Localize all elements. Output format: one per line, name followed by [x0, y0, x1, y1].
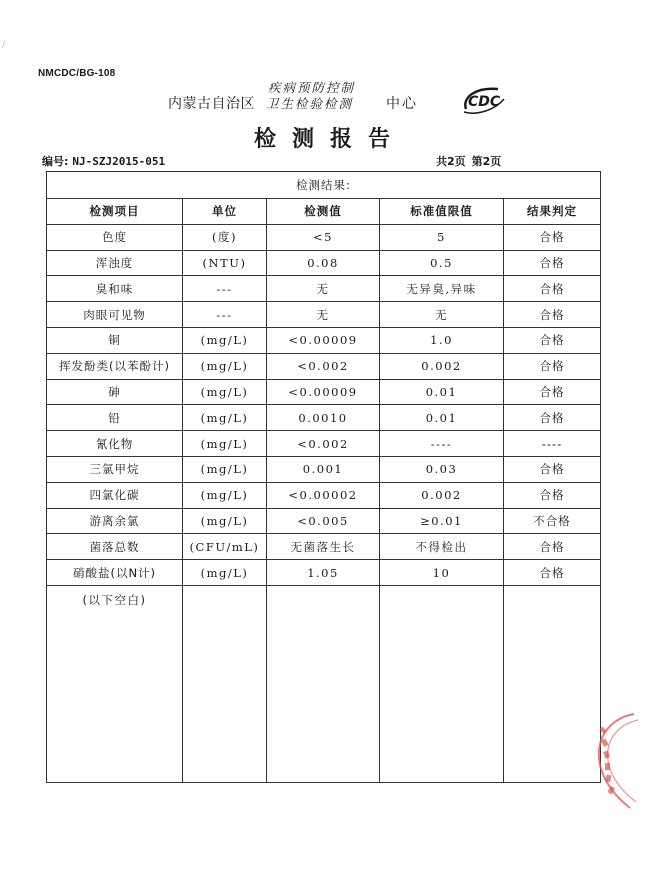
- measured-value-cell: <0.002: [267, 431, 380, 457]
- measured-value-cell: 0.08: [267, 250, 380, 276]
- verdict-cell: 合格: [504, 456, 601, 482]
- corner-mark: ∕: [2, 40, 6, 50]
- verdict-cell: 合格: [504, 327, 601, 353]
- report-number-value: NJ-SZJ2015-051: [72, 155, 166, 168]
- item-name-cell: 臭和味: [47, 276, 183, 302]
- verdict-cell: 合格: [504, 276, 601, 302]
- header-verdict: 结果判定: [504, 199, 601, 225]
- measured-value-cell: <0.00009: [267, 327, 380, 353]
- current-page: 第2页: [471, 155, 502, 168]
- empty-cell: [183, 585, 267, 782]
- org-line-1: 疾病预防控制: [268, 80, 356, 95]
- page-info: [436, 153, 507, 169]
- item-name-cell: 三氯甲烷: [47, 456, 183, 482]
- table-row: [47, 431, 601, 457]
- report-number: [42, 153, 165, 169]
- item-name-cell: 游离余氯: [47, 508, 183, 534]
- item-name-cell: 硝酸盐(以N计): [47, 560, 183, 586]
- item-name-cell: 四氯化碳: [47, 482, 183, 508]
- unit-cell: (NTU): [183, 250, 267, 276]
- table-caption: 检测结果:: [47, 172, 601, 199]
- item-name-cell: 铅: [47, 405, 183, 431]
- limit-value-cell: 无: [380, 302, 504, 328]
- table-row: [47, 353, 601, 379]
- document-code: NMCDC/BG-108: [38, 68, 116, 79]
- item-name-cell: 氰化物: [47, 431, 183, 457]
- organization-name: [168, 78, 468, 114]
- limit-value-cell: 0.01: [380, 405, 504, 431]
- unit-cell: (mg/L): [183, 431, 267, 457]
- logo-text: CDC: [468, 94, 501, 110]
- org-center: 中心: [386, 96, 418, 112]
- verdict-cell: 合格: [504, 250, 601, 276]
- item-name-cell: 铜: [47, 327, 183, 353]
- table-header-row: [47, 199, 601, 225]
- item-name-cell: 肉眼可见物: [47, 302, 183, 328]
- measured-value-cell: 1.05: [267, 560, 380, 586]
- table-row: [47, 276, 601, 302]
- unit-cell: (mg/L): [183, 560, 267, 586]
- limit-value-cell: ≥0.01: [380, 508, 504, 534]
- report-number-label: 编号:: [42, 155, 69, 168]
- limit-value-cell: 0.03: [380, 456, 504, 482]
- empty-cell: [380, 585, 504, 782]
- total-pages: 共2页: [436, 155, 466, 168]
- limit-value-cell: 0.5: [380, 250, 504, 276]
- table-row: [47, 508, 601, 534]
- verdict-cell: 合格: [504, 534, 601, 560]
- item-name-cell: 菌落总数: [47, 534, 183, 560]
- table-row: [47, 405, 601, 431]
- limit-value-cell: 0.002: [380, 482, 504, 508]
- empty-cell: [267, 585, 380, 782]
- unit-cell: (mg/L): [183, 482, 267, 508]
- official-seal-stamp: [572, 712, 642, 812]
- limit-value-cell: 10: [380, 560, 504, 586]
- limit-value-cell: 0.01: [380, 379, 504, 405]
- limit-value-cell: 5: [380, 224, 504, 250]
- table-row: [47, 560, 601, 586]
- verdict-cell: 合格: [504, 353, 601, 379]
- unit-cell: (度): [183, 224, 267, 250]
- table-row: [47, 456, 601, 482]
- item-name-cell: 砷: [47, 379, 183, 405]
- verdict-cell: 合格: [504, 482, 601, 508]
- unit-cell: (mg/L): [183, 456, 267, 482]
- limit-value-cell: ----: [380, 431, 504, 457]
- cdc-logo-icon: [458, 83, 508, 117]
- measured-value-cell: <5: [267, 224, 380, 250]
- item-name-cell: 浑浊度: [47, 250, 183, 276]
- header-value: 检测值: [267, 199, 380, 225]
- verdict-cell: 合格: [504, 405, 601, 431]
- table-row: [47, 482, 601, 508]
- report-title: 检测报告: [253, 127, 406, 152]
- measured-value-cell: 无: [267, 302, 380, 328]
- unit-cell: ---: [183, 276, 267, 302]
- verdict-cell: 合格: [504, 379, 601, 405]
- unit-cell: (mg/L): [183, 508, 267, 534]
- org-region: 内蒙古自治区: [168, 96, 255, 112]
- verdict-cell: 不合格: [504, 508, 601, 534]
- measured-value-cell: <0.002: [267, 353, 380, 379]
- header-limit: 标准值限值: [380, 199, 504, 225]
- limit-value-cell: 1.0: [380, 327, 504, 353]
- limit-value-cell: 0.002: [380, 353, 504, 379]
- item-name-cell: 色度: [47, 224, 183, 250]
- measured-value-cell: <0.005: [267, 508, 380, 534]
- limit-value-cell: 不得检出: [380, 534, 504, 560]
- verdict-cell: 合格: [504, 224, 601, 250]
- unit-cell: (mg/L): [183, 379, 267, 405]
- measured-value-cell: <0.00002: [267, 482, 380, 508]
- table-row: [47, 534, 601, 560]
- header-unit: 单位: [183, 199, 267, 225]
- measured-value-cell: 无菌落生长: [267, 534, 380, 560]
- item-name-cell: 挥发酚类(以苯酚计): [47, 353, 183, 379]
- measured-value-cell: 0.0010: [267, 405, 380, 431]
- unit-cell: (mg/L): [183, 353, 267, 379]
- limit-value-cell: 无异臭,异味: [380, 276, 504, 302]
- header-item: 检测项目: [47, 199, 183, 225]
- table-row: [47, 224, 601, 250]
- verdict-cell: ----: [504, 431, 601, 457]
- table-caption-row: [47, 172, 601, 199]
- unit-cell: (mg/L): [183, 405, 267, 431]
- table-row: [47, 327, 601, 353]
- results-table: [46, 171, 601, 783]
- measured-value-cell: 0.001: [267, 456, 380, 482]
- org-line-2: 卫生检验检测: [266, 96, 354, 111]
- unit-cell: (CFU/mL): [183, 534, 267, 560]
- table-row: [47, 250, 601, 276]
- measured-value-cell: <0.00009: [267, 379, 380, 405]
- blank-row: [47, 585, 601, 782]
- blank-note: (以下空白): [47, 585, 183, 782]
- table-row: [47, 379, 601, 405]
- table-row: [47, 302, 601, 328]
- verdict-cell: 合格: [504, 302, 601, 328]
- unit-cell: (mg/L): [183, 327, 267, 353]
- measured-value-cell: 无: [267, 276, 380, 302]
- unit-cell: ---: [183, 302, 267, 328]
- verdict-cell: 合格: [504, 560, 601, 586]
